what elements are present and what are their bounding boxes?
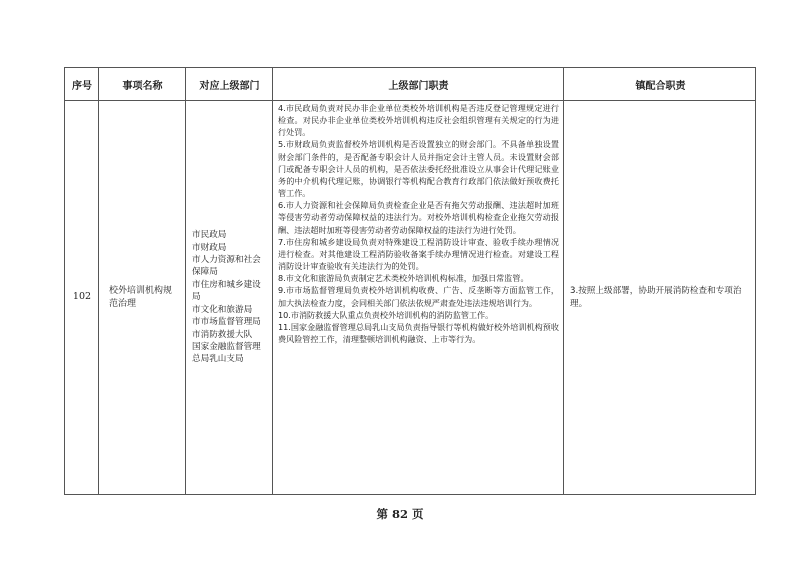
duty-item: 8.市文化和旅游局负责制定艺术类校外培训机构标准，加强日常监管。 (278, 273, 529, 284)
department-item: 市人力资源和社会保障局 (192, 255, 261, 278)
department-item: 市民政局 (192, 230, 227, 241)
duty-item: 5.市财政局负责监督校外培训机构是否设置独立的财会部门。不具备单独设置财会部门条件的，是否配备专职会计人员并指定会计主管人员。未设置财会部门或配备专职会计人员的机构，是否依法委托经批准设立从事会计代理记账业务的中介机构代理记账，协调银行等机构配合教育行政部门依法做好预收费托管工作。 (278, 139, 559, 199)
table-header-row (65, 68, 755, 101)
duty-item: 6.市人力资源和社会保障局负责检查企业是否有拖欠劳动报酬、违法超时加班等侵害劳动者劳动保障权益的违法行为。对校外培训机构检查企业拖欠劳动报酬、违法超时加班等侵害劳动者劳动保障权益的违法行为进行处罚。 (278, 200, 559, 235)
department-item: 市市场监督管理局 (192, 317, 261, 328)
item-name-text: 校外培训机构规范治理 (109, 285, 173, 309)
row-town-duty (564, 101, 757, 494)
department-item: 市文化和旅游局 (192, 304, 253, 315)
duty-item: 4.市民政局负责对民办非企业单位类校外培训机构是否违反登记管理规定进行检查。对民办非企业单位类校外培训机构违反社会组织管理有关规定的行为进行处罚。 (278, 103, 559, 138)
row-superior-duties (273, 101, 564, 494)
table-row (65, 101, 755, 494)
department-item: 市财政局 (192, 242, 227, 253)
duty-item: 11.国家金融监督管理总局乳山支局负责指导银行等机构做好校外培训机构预收费风险管控工作，清理整顿培训机构融资、上市等行为。 (278, 321, 559, 344)
duty-item: 9.市市场监督管理局负责校外培训机构收费、广告、反垄断等方面监管工作，加大执法检查力度，会同相关部门依法依规严肃查处违法违规培训行为。 (278, 285, 559, 308)
header-superior-dept: 对应上级部门 (199, 81, 260, 92)
header-superior-duties: 上级部门职责 (388, 81, 449, 92)
town-duty-text: 3.按照上级部署，协助开展消防检查和专项治理。 (570, 286, 742, 309)
department-item: 国家金融监督管理总局乳山支局 (192, 341, 261, 365)
row-departments (186, 101, 273, 494)
department-item: 市消防救援大队 (192, 329, 253, 340)
header-item-name: 事项名称 (122, 81, 163, 92)
responsibility-table (64, 67, 756, 495)
row-item-name (99, 101, 186, 494)
header-seq: 序号 (72, 81, 92, 92)
duty-item: 10.市消防救援大队重点负责校外培训机构的消防监管工作。 (278, 309, 494, 320)
department-list (192, 229, 267, 365)
header-town-duty: 镇配合职责 (635, 81, 686, 92)
department-item: 市住房和城乡建设局 (192, 279, 261, 303)
duty-item: 7.市住房和城乡建设局负责对特殊建设工程消防设计审查、验收手续办理情况进行检查。对其他建设工程消防验收备案手续办理情况进行检查。对建设工程消防设计审查验收有关违法行为的处罚。 (278, 236, 559, 272)
row-seq: 102 (72, 291, 92, 303)
page-number: 第 82 页 (376, 507, 424, 521)
